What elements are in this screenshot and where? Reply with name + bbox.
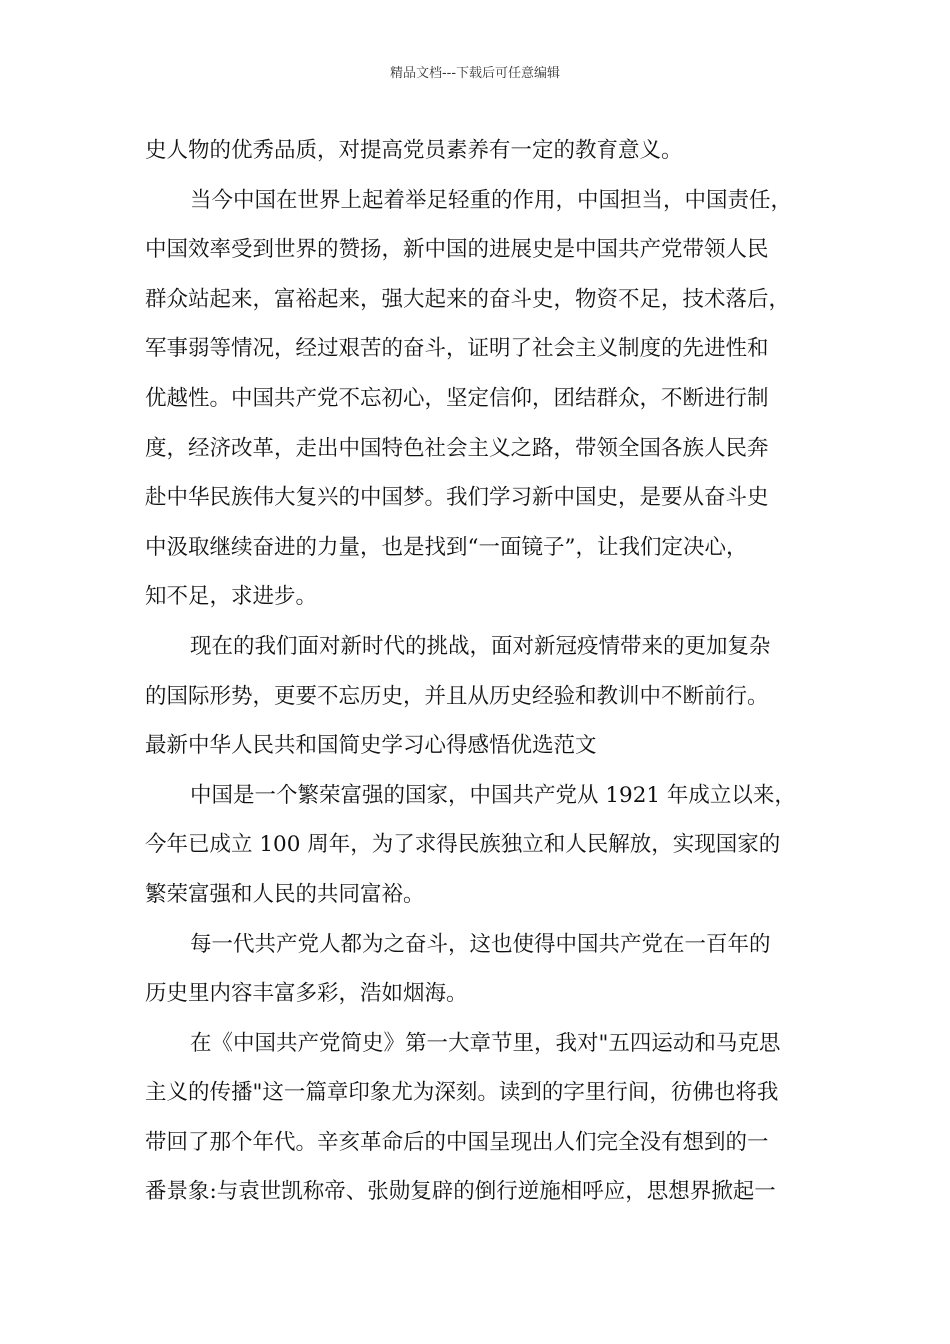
text-line: 中国效率受到世界的赞扬，新中国的进展史是中国共产党带领人民 [145, 237, 769, 263]
text-line: 中国是一个繁荣富强的国家，中国共产党从 1921 年成立以来， [190, 782, 796, 808]
text-line: 优越性。中国共产党不忘初心，坚定信仰，团结群众，不断进行制 [145, 385, 769, 411]
text-line: 中汲取继续奋进的力量，也是找到“一面镜子”，让我们定决心， [145, 534, 748, 560]
text-line: 繁荣富强和人民的共同富裕。 [145, 881, 425, 907]
text-line: 番景象:与袁世凯称帝、张勋复辟的倒行逆施相呼应，思想界掀起一 [145, 1179, 776, 1205]
text-line: 现在的我们面对新时代的挑战，面对新冠疫情带来的更加复杂 [190, 633, 771, 659]
page-header: 精品文档---下载后可任意编辑 [389, 66, 561, 81]
text-line: 赴中华民族伟大复兴的中国梦。我们学习新中国史，是要从奋斗史 [145, 485, 769, 511]
text-line: 今年已成立 100 周年，为了求得民族独立和人民解放，实现国家的 [145, 832, 781, 858]
text-line: 的国际形势，更要不忘历史，并且从历史经验和教训中不断前行。 [145, 683, 769, 709]
section-heading: 最新中华人民共和国简史学习心得感悟优选范文 [145, 733, 597, 759]
text-line: 带回了那个年代。辛亥革命后的中国呈现出人们完全没有想到的一 [145, 1129, 769, 1155]
text-line: 在《中国共产党简史》第一大章节里，我对"五四运动和马克思 [190, 1030, 781, 1056]
text-line: 知不足，求进步。 [145, 584, 318, 610]
text-line: 军事弱等情况，经过艰苦的奋斗，证明了社会主义制度的先进性和 [145, 336, 769, 362]
text-line: 史人物的优秀品质，对提高党员素养有一定的教育意义。 [145, 138, 683, 163]
document-body [145, 126, 810, 1217]
text-line: 历史里内容丰富多彩，浩如烟海。 [145, 981, 468, 1007]
text-line: 每一代共产党人都为之奋斗，这也使得中国共产党在一百年的 [190, 931, 771, 957]
text-line: 当今中国在世界上起着举足轻重的作用，中国担当，中国责任， [190, 187, 793, 213]
text-line: 主义的传播"这一篇章印象尤为深刻。读到的字里行间，彷佛也将我 [145, 1080, 779, 1106]
text-line: 群众站起来，富裕起来，强大起来的奋斗史，物资不足，技术落后， [145, 286, 791, 312]
text-line: 度，经济改革，走出中国特色社会主义之路，带领全国各族人民奔 [145, 435, 769, 461]
